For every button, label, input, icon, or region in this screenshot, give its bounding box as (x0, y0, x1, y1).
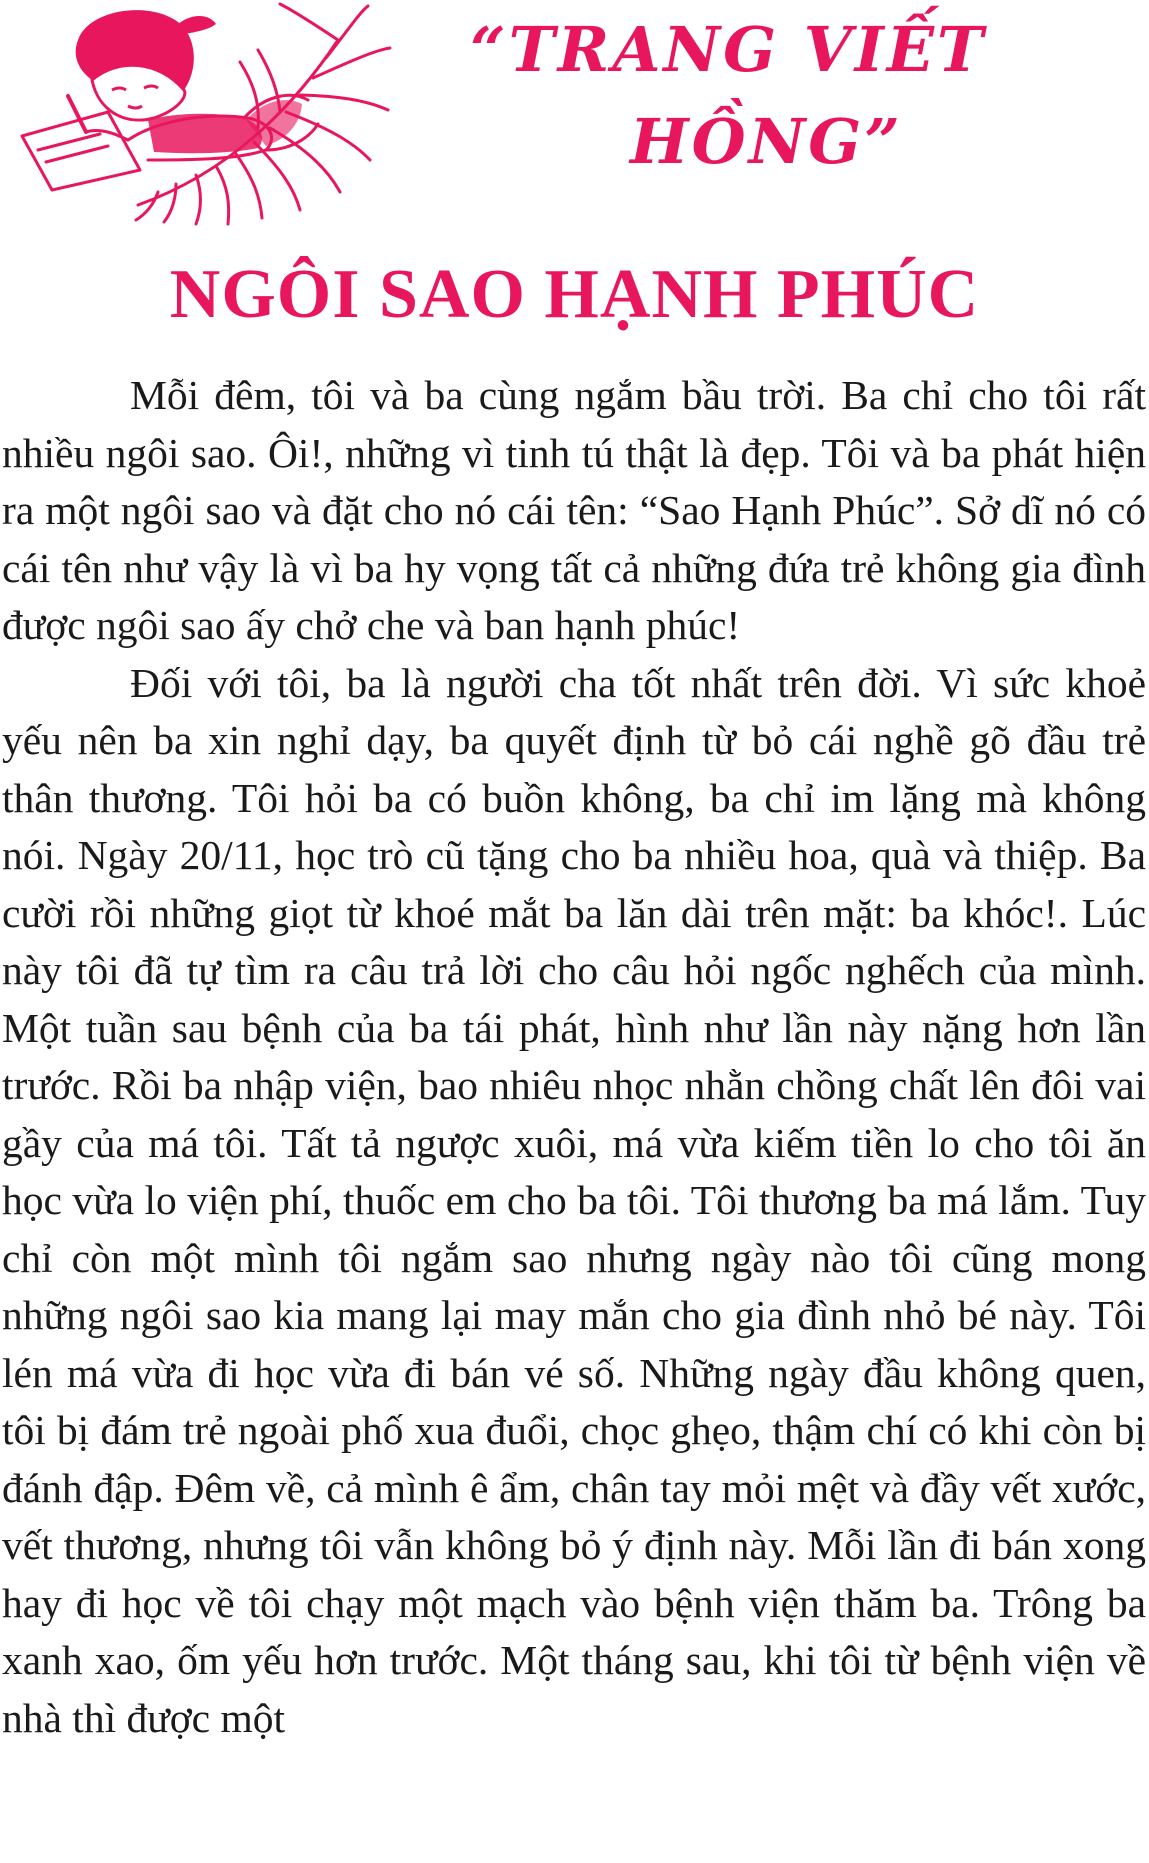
story-title: NGÔI SAO HẠNH PHÚC (169, 256, 980, 333)
child-writing-on-feather-icon (8, 0, 398, 230)
story-paragraph-1: Mỗi đêm, tôi và ba cùng ngắm bầu trời. Ba chỉ cho tôi rất nhiều ngôi sao. Ôi!, những vì tinh tú thật là đẹp. Tôi và ba phát hiện ra một ngôi sao và đặt cho nó cái tên: “Sao Hạnh Phúc”. Sở dĩ nó có cái tên như vậy là vì ba hy vọng tất cả những đứa trẻ không gia đình được ngôi sao ấy chở che và ban hạnh phúc! (2, 372, 1146, 648)
page-header (0, 0, 1149, 240)
column-title (470, 4, 1090, 188)
story-body (2, 367, 1146, 1747)
story-paragraph-2: Đối với tôi, ba là người cha tốt nhất trên đời. Vì sức khoẻ yếu nên ba xin nghỉ dạy, ba quyết định từ bỏ cái nghề gõ đầu trẻ thân thương. Tôi hỏi ba có buồn không, ba chỉ im lặng mà không nói. Ngày 20/11, học trò cũ tặng cho ba nhiều hoa, quà và thiệp. Ba cười rồi những giọt từ khoé mắt ba lăn dài trên mặt: ba khóc!. Lúc này tôi đã tự tìm ra câu trả lời cho câu hỏi ngốc nghếch của mình. Một tuần sau bệnh của ba tái phát, hình như lần này nặng hơn lần trước. Rồi ba nhập viện, bao nhiêu nhọc nhằn chồng chất lên đôi vai gầy của má tôi. Tất tả ngược xuôi, má vừa kiếm tiền lo cho tôi ăn học vừa lo viện phí, thuốc em cho ba tôi. Tôi thương ba má lắm. Tuy chỉ còn một mình tôi ngắm sao nhưng ngày nào tôi cũng mong những ngôi sao kia mang lại may mắn cho gia đình nhỏ bé này. Tôi lén má vừa đi học vừa đi bán vé số. Những ngày đầu không quen, tôi bị đám trẻ ngoài phố xua đuổi, chọc ghẹo, thậm chí có khi còn bị đánh đập. Đêm về, cả mình ê ẩm, chân tay mỏi mệt và đầy vết xước, vết thương, nhưng tôi vẫn không bỏ ý định này. Mỗi lần đi bán xong hay đi học về tôi chạy một mạch vào bệnh viện thăm ba. Trông ba xanh xao, ốm yếu hơn trước. Một tháng sau, khi tôi từ bệnh viện về nhà thì được một (2, 659, 1146, 1741)
column-title-line-1: “TRANG VIẾT (470, 13, 987, 86)
column-title-line-2: HỒNG” (630, 105, 903, 178)
